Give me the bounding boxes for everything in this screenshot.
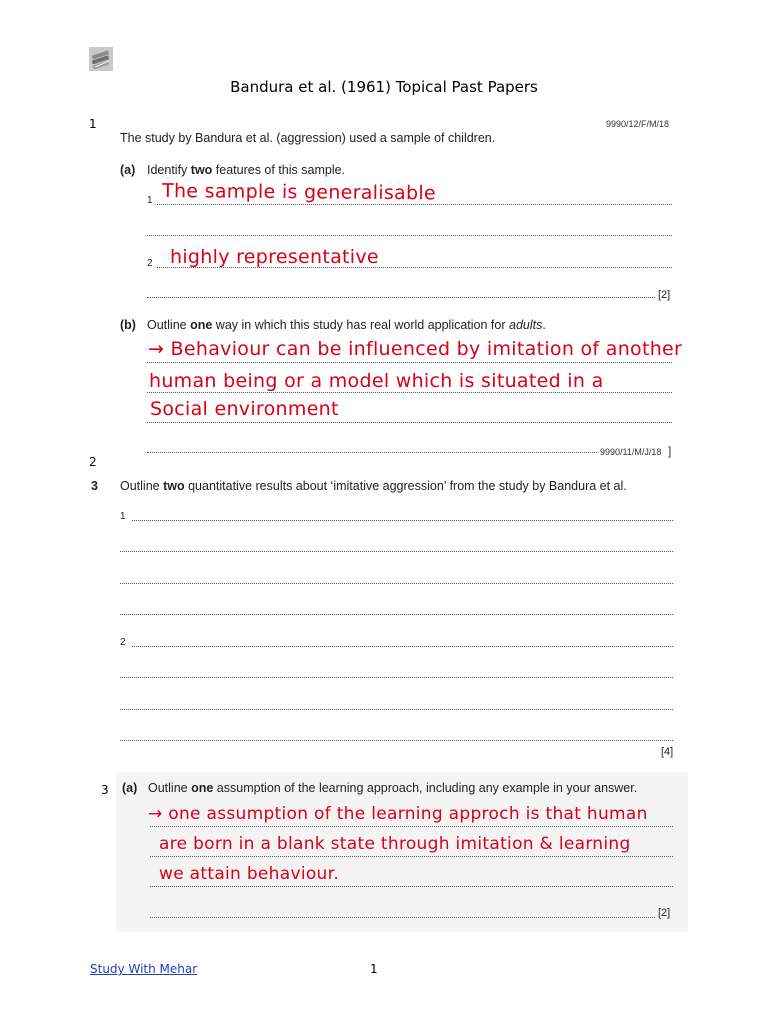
answer-line	[120, 614, 673, 615]
bracket: ]	[668, 444, 672, 458]
handwritten-answer: The sample is generalisable	[162, 180, 437, 205]
part-a-label: (a)	[120, 163, 136, 177]
book-stack-icon	[89, 47, 113, 71]
answer-line	[120, 740, 673, 741]
answer-item-number: 2	[147, 258, 153, 269]
marks: [4]	[661, 746, 674, 758]
part-a-prompt: Identify two features of this sample.	[147, 163, 346, 177]
question-stem: The study by Bandura et al. (aggression) used a sample of children.	[120, 131, 496, 145]
paper-code: 9990/11/M/J/18	[600, 447, 662, 457]
page-number: 1	[370, 962, 378, 976]
handwritten-answer: highly representative	[170, 246, 379, 268]
footer-link[interactable]: Study With Mehar	[90, 962, 198, 976]
question-stem: Outline two quantitative results about ‘imitative aggression’ from the study by Bandura et al.	[120, 479, 627, 493]
part-b-prompt: Outline one way in which this study has real world application for adults.	[147, 318, 546, 332]
handwritten-answer: human being or a model which is situated in a	[149, 370, 604, 392]
answer-line	[120, 709, 673, 710]
handwritten-answer: → one assumption of the learning approch is that human	[148, 804, 648, 824]
answer-item-number: 2	[120, 637, 126, 648]
answer-line	[150, 917, 655, 918]
answer-item-number: 1	[120, 511, 126, 522]
question-number: 1	[89, 117, 97, 131]
answer-line	[150, 826, 673, 827]
answer-line	[147, 452, 597, 453]
answer-line	[120, 583, 673, 584]
handwritten-answer: we attain behaviour.	[159, 864, 340, 884]
part-b-label: (b)	[120, 318, 136, 332]
handwritten-answer: → Behaviour can be influenced by imitation of another	[148, 338, 683, 360]
marks: [2]	[658, 289, 671, 301]
answer-line	[132, 520, 673, 521]
answer-line	[120, 677, 673, 678]
answer-line	[147, 297, 655, 298]
answer-line	[150, 856, 673, 857]
answer-line	[147, 422, 672, 423]
answer-line	[150, 886, 673, 887]
part-a-prompt: Outline one assumption of the learning approach, including any example in your answer.	[148, 781, 638, 795]
page-title: Bandura et al. (1961) Topical Past Papers	[230, 78, 538, 96]
part-a-label: (a)	[122, 781, 138, 795]
question-number: 3	[101, 783, 109, 797]
answer-line	[147, 362, 672, 363]
printed-question-number: 3	[91, 479, 98, 493]
answer-item-number: 1	[147, 195, 153, 206]
question-number: 2	[89, 455, 97, 469]
answer-line	[147, 392, 672, 393]
answer-line	[147, 235, 672, 236]
marks: [2]	[658, 907, 671, 919]
answer-line	[132, 646, 673, 647]
handwritten-answer: Social environment	[150, 398, 339, 420]
paper-code: 9990/12/F/M/18	[606, 119, 670, 129]
handwritten-answer: are born in a blank state through imitation & learning	[159, 834, 631, 854]
answer-line	[120, 551, 673, 552]
